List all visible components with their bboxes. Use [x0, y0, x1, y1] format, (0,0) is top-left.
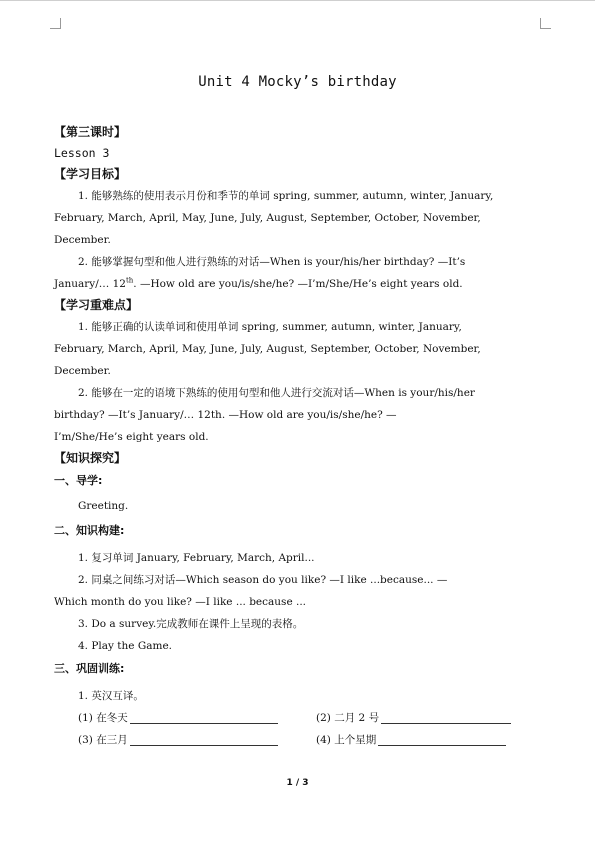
keypoints-p1-line: December.	[54, 365, 111, 377]
keypoints-p1-line: 1. 能够正确的认读单词和使用单词 spring, summer, autumn, winter, January,	[78, 321, 462, 333]
ordinal-superscript: th	[125, 276, 134, 285]
goals-p2-line: 2. 能够掌握句型和他人进行熟练的对话—When is your/his/her birthday? —It’s	[78, 256, 466, 268]
guide-text: Greeting.	[78, 500, 129, 512]
goals-p2-line	[54, 273, 544, 295]
build-heading: 二、知识构建:	[54, 524, 125, 537]
exercise-label: (2) 二月 2 号	[316, 712, 380, 724]
keypoints-p2-line: I’m/She/He’s eight years old.	[54, 431, 209, 443]
answer-blank[interactable]	[381, 709, 511, 724]
build-item: 2. 同桌之间练习对话—Which season do you like? —I like ...because... —	[78, 574, 448, 586]
exercise-label: (3) 在三月	[78, 734, 128, 746]
lesson-label: Lesson 3	[54, 146, 110, 160]
keypoints-p1-line: February, March, April, May, June, July, August, September, October, November,	[54, 343, 481, 355]
exercise-item	[78, 707, 278, 729]
explore-heading: 【知识探究】	[54, 451, 127, 465]
exercise-item	[78, 729, 278, 751]
practice-heading: 三、巩固训练:	[54, 662, 125, 675]
goals-p2-text: January/… 12	[54, 278, 126, 290]
exercise-row	[54, 729, 544, 751]
build-item: 4. Play the Game.	[78, 640, 172, 652]
practice-item: 1. 英汉互译。	[78, 690, 144, 702]
lesson-header: 【第三课时】	[54, 125, 127, 139]
goals-p1-line: February, March, April, May, June, July, August, September, October, November,	[54, 212, 481, 224]
goals-heading: 【学习目标】	[54, 167, 127, 181]
goals-p1-line: 1. 能够熟练的使用表示月份和季节的单词 spring, summer, autumn, winter, January,	[78, 190, 494, 202]
answer-blank[interactable]	[378, 731, 506, 746]
document-body	[54, 122, 544, 751]
build-item: Which month do you like? —I like ... because ...	[54, 596, 307, 608]
answer-blank[interactable]	[130, 731, 278, 746]
page-number: 1 / 3	[286, 778, 309, 788]
goals-p2-text: . —How old are you/is/she/he? —I’m/She/He’s eight years old.	[133, 278, 463, 290]
document-title: Unit 4 Mocky’s birthday	[198, 74, 397, 90]
exercise-row	[54, 707, 544, 729]
build-item: 1. 复习单词 January, February, March, April...	[78, 552, 315, 564]
crop-mark-left	[50, 18, 61, 29]
exercise-item	[316, 729, 506, 751]
keypoints-p2-line: birthday? —It’s January/… 12th. —How old are you/is/she/he? —	[54, 409, 397, 421]
answer-blank[interactable]	[130, 709, 278, 724]
keypoints-heading: 【学习重难点】	[54, 298, 139, 312]
exercise-item	[316, 707, 511, 729]
keypoints-p2-line: 2. 能够在一定的语境下熟练的使用句型和他人进行交流对话—When is your/his/her	[78, 387, 475, 399]
exercise-label: (4) 上个星期	[316, 734, 377, 746]
goals-p1-line: December.	[54, 234, 111, 246]
build-item: 3. Do a survey.完成教师在课件上呈现的表格。	[78, 618, 304, 630]
exercise-label: (1) 在冬天	[78, 712, 128, 724]
crop-mark-right	[540, 18, 551, 29]
guide-heading: 一、导学:	[54, 474, 103, 487]
top-rule	[0, 0, 595, 1]
